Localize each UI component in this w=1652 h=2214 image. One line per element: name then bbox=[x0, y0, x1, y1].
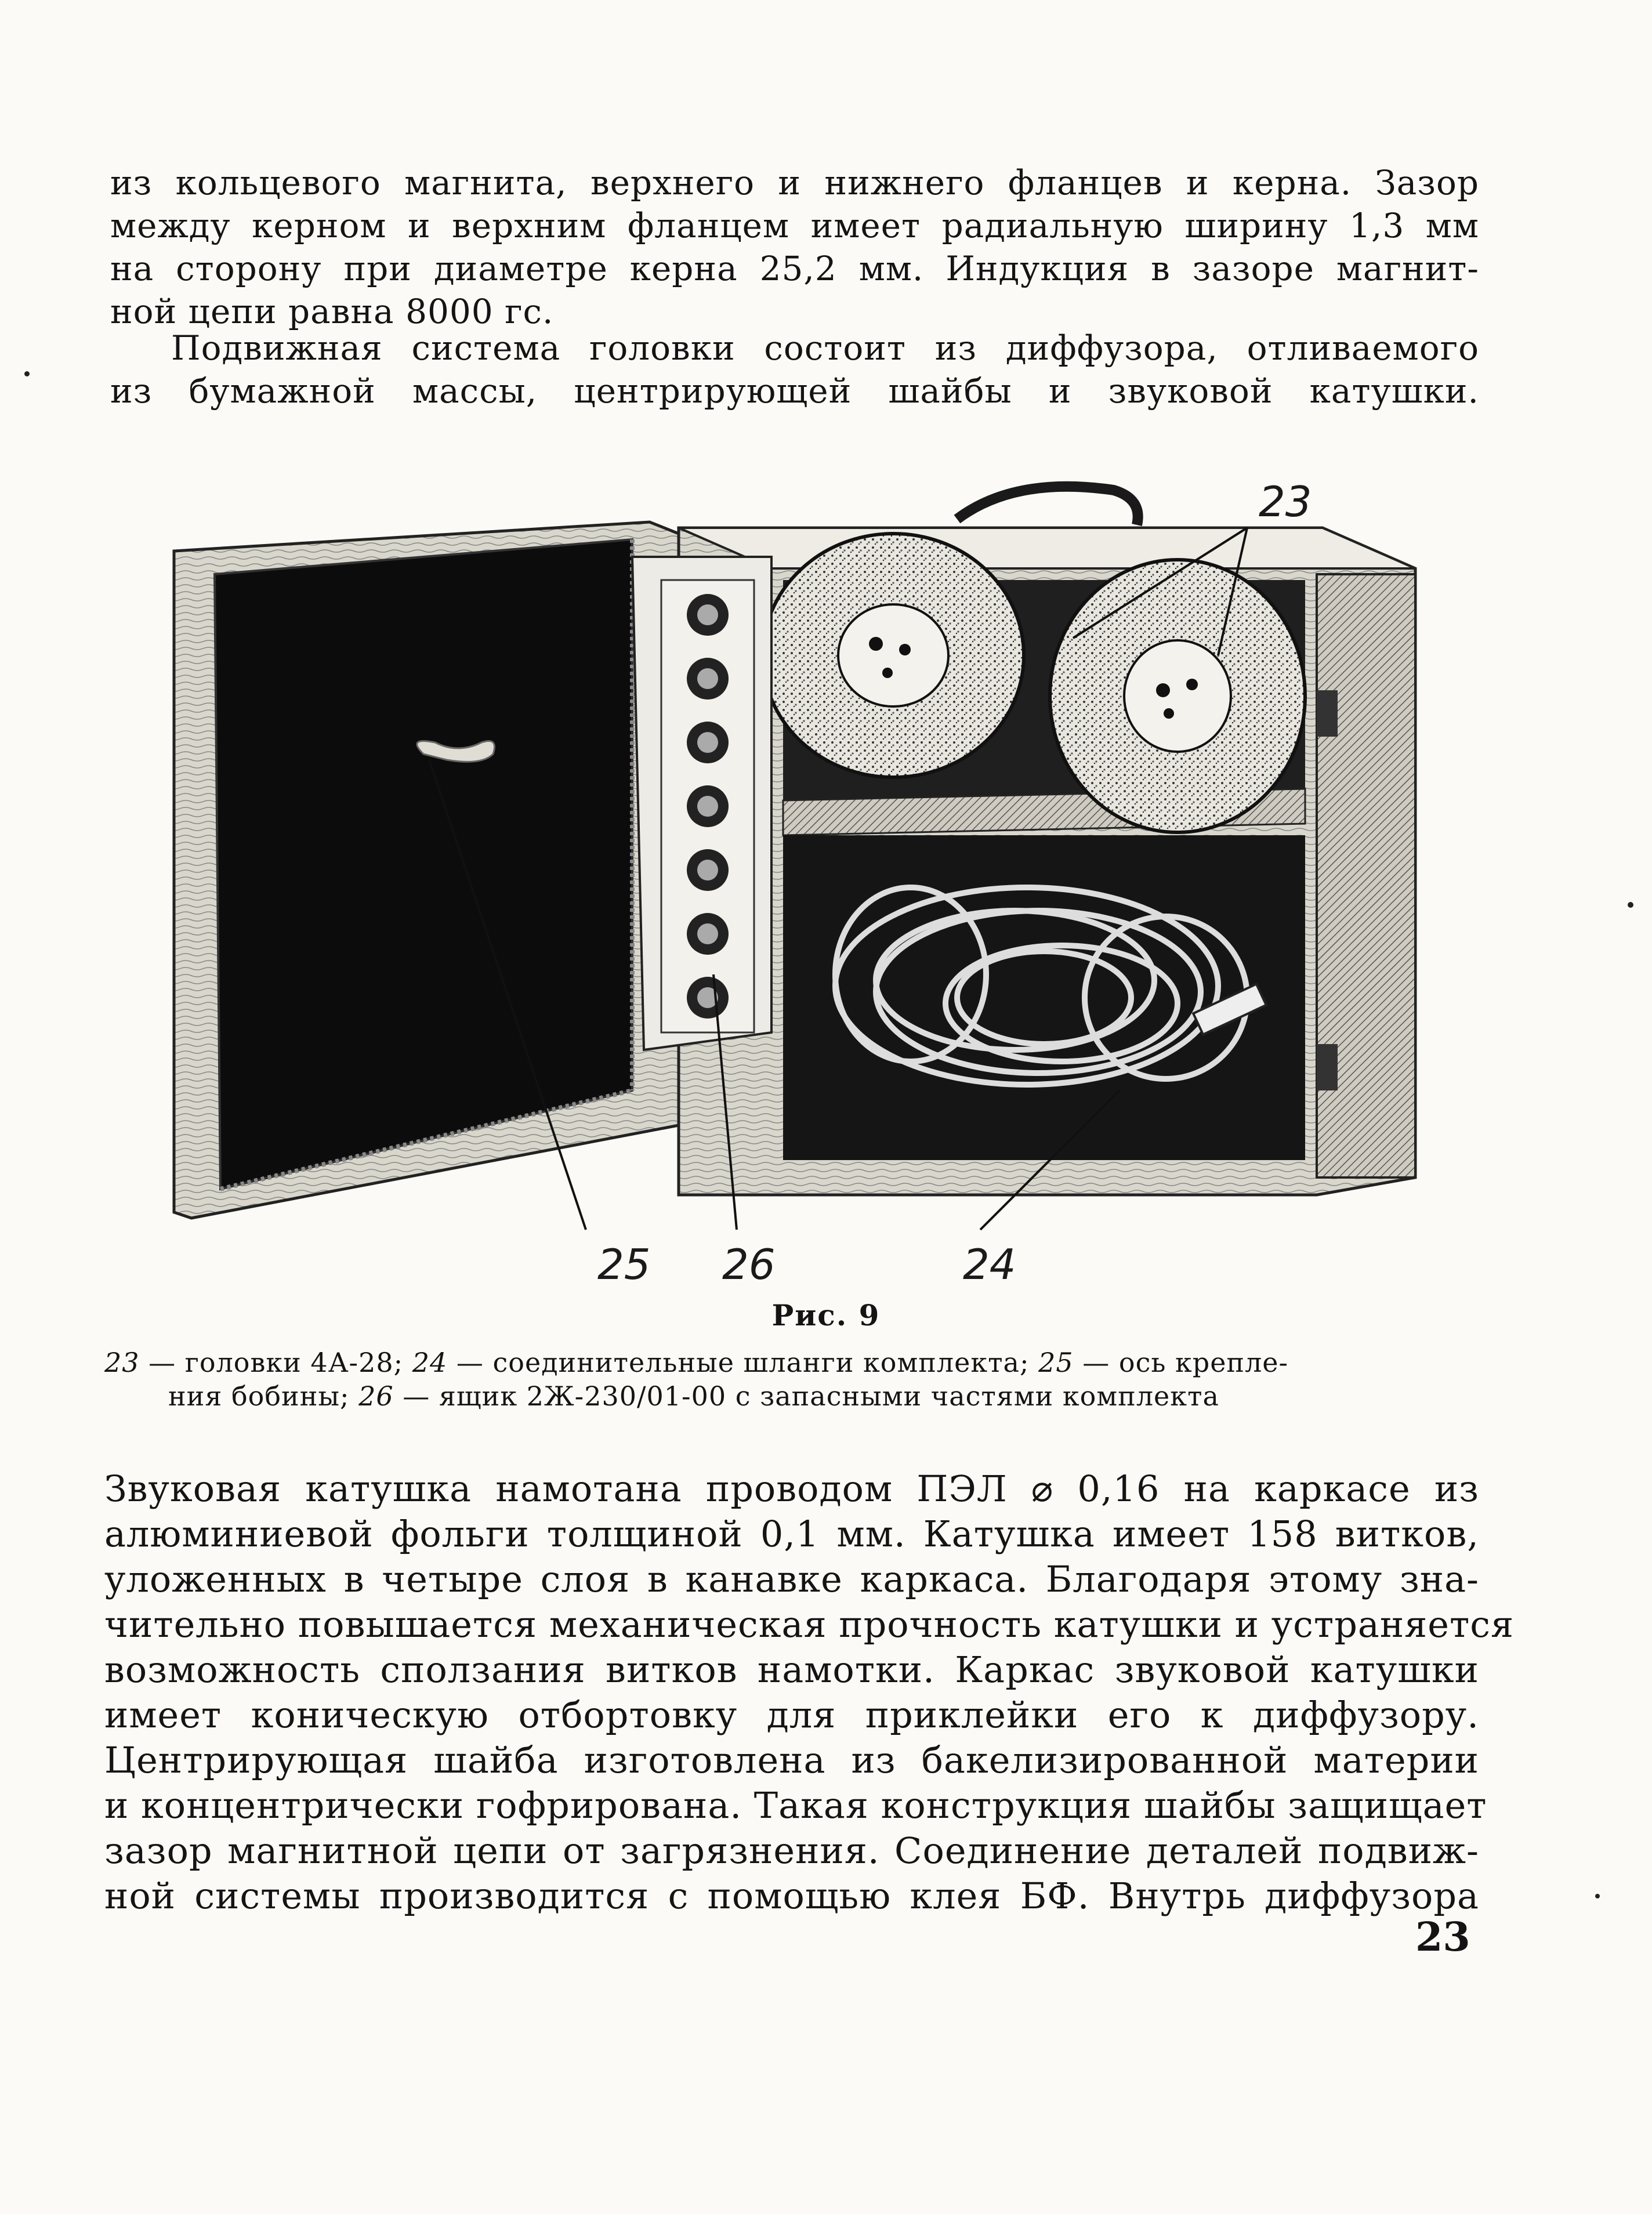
case-lid bbox=[174, 522, 679, 1218]
text-line: имеет коническую отбортовку для приклейки его к диффузору. bbox=[104, 1694, 1479, 1736]
text-line: Подвижная система головки состоит из диффузора, отливаемого bbox=[171, 328, 1479, 368]
latch-icon bbox=[1317, 1044, 1338, 1090]
spare-parts-box bbox=[632, 557, 771, 1050]
text-line: из бумажной массы, центрирующей шайбы и звуковой катушки. bbox=[110, 371, 1479, 411]
scan-speck bbox=[1628, 902, 1633, 908]
handle-icon bbox=[957, 487, 1138, 525]
caption-text-25b: ния бобины; bbox=[168, 1380, 359, 1412]
caption-line bbox=[104, 1379, 1479, 1413]
text-line: из кольцевого магнита, верхнего и нижнего фланцев и керна. Зазор bbox=[110, 163, 1479, 202]
callout-23: 23 bbox=[1259, 477, 1312, 526]
caption-text-25: — ось крепле- bbox=[1073, 1347, 1289, 1378]
text-line: Центрирующая шайба изготовлена из бакелизированной материи bbox=[104, 1739, 1479, 1781]
text-line: уложенных в четыре слоя в канавке каркаса. Благодаря этому зна- bbox=[104, 1558, 1479, 1600]
speaker-head-left bbox=[763, 534, 1024, 777]
callout-25: 25 bbox=[597, 1240, 651, 1282]
scan-speck bbox=[24, 371, 30, 376]
text-line: ной системы производится с помощью клея БФ. Внутрь диффузора bbox=[104, 1875, 1479, 1917]
figure-speaker-case bbox=[157, 464, 1468, 1282]
text-line: чительно повышается механическая прочность катушки и устраняется bbox=[104, 1603, 1515, 1646]
caption-line bbox=[104, 1346, 1479, 1379]
text-line: возможность сползания витков намотки. Каркас звуковой катушки bbox=[104, 1648, 1479, 1691]
caption-ref-25: 25 bbox=[1038, 1347, 1074, 1378]
latch-icon bbox=[1317, 690, 1338, 737]
caption-ref-24: 24 bbox=[412, 1347, 448, 1378]
caption-text-24: — соединительные шланги комплекта; bbox=[447, 1347, 1039, 1378]
caption-text-23: — головки 4А-28; bbox=[139, 1347, 412, 1378]
callout-26: 26 bbox=[722, 1240, 776, 1282]
figure-title: Рис. 9 bbox=[771, 1298, 881, 1332]
figure-caption bbox=[104, 1346, 1479, 1413]
caption-text-26: — ящик 2Ж-230/01-00 с запасными частями комплекта bbox=[393, 1380, 1219, 1412]
caption-ref-23: 23 bbox=[104, 1347, 140, 1378]
paragraph-moving-system bbox=[110, 327, 1479, 412]
callout-24: 24 bbox=[963, 1240, 1016, 1282]
caption-ref-26: 26 bbox=[358, 1380, 394, 1412]
scan-speck bbox=[1595, 1894, 1600, 1898]
text-line: между керном и верхним фланцем имеет радиальную ширину 1,3 мм bbox=[110, 206, 1479, 245]
speaker-head-right bbox=[1050, 560, 1305, 832]
text-line: алюминиевой фольги толщиной 0,1 мм. Катушка имеет 158 витков, bbox=[104, 1513, 1479, 1555]
text-line: зазор магнитной цепи от загрязнения. Соединение деталей подвиж- bbox=[104, 1829, 1479, 1872]
text-line: Звуковая катушка намотана проводом ПЭЛ ⌀ 0,16 на каркасе из bbox=[104, 1467, 1479, 1510]
paragraph-voice-coil bbox=[104, 1466, 1515, 1919]
page-number: 23 bbox=[1415, 1914, 1470, 1961]
text-line: на сторону при диаметре керна 25,2 мм. Индукция в зазоре магнит- bbox=[110, 249, 1479, 288]
paragraph-top bbox=[110, 161, 1479, 333]
text-line: и концентрически гофрирована. Такая конструкция шайбы защищает bbox=[104, 1784, 1487, 1827]
text-line: ной цепи равна 8000 гс. bbox=[110, 292, 554, 331]
